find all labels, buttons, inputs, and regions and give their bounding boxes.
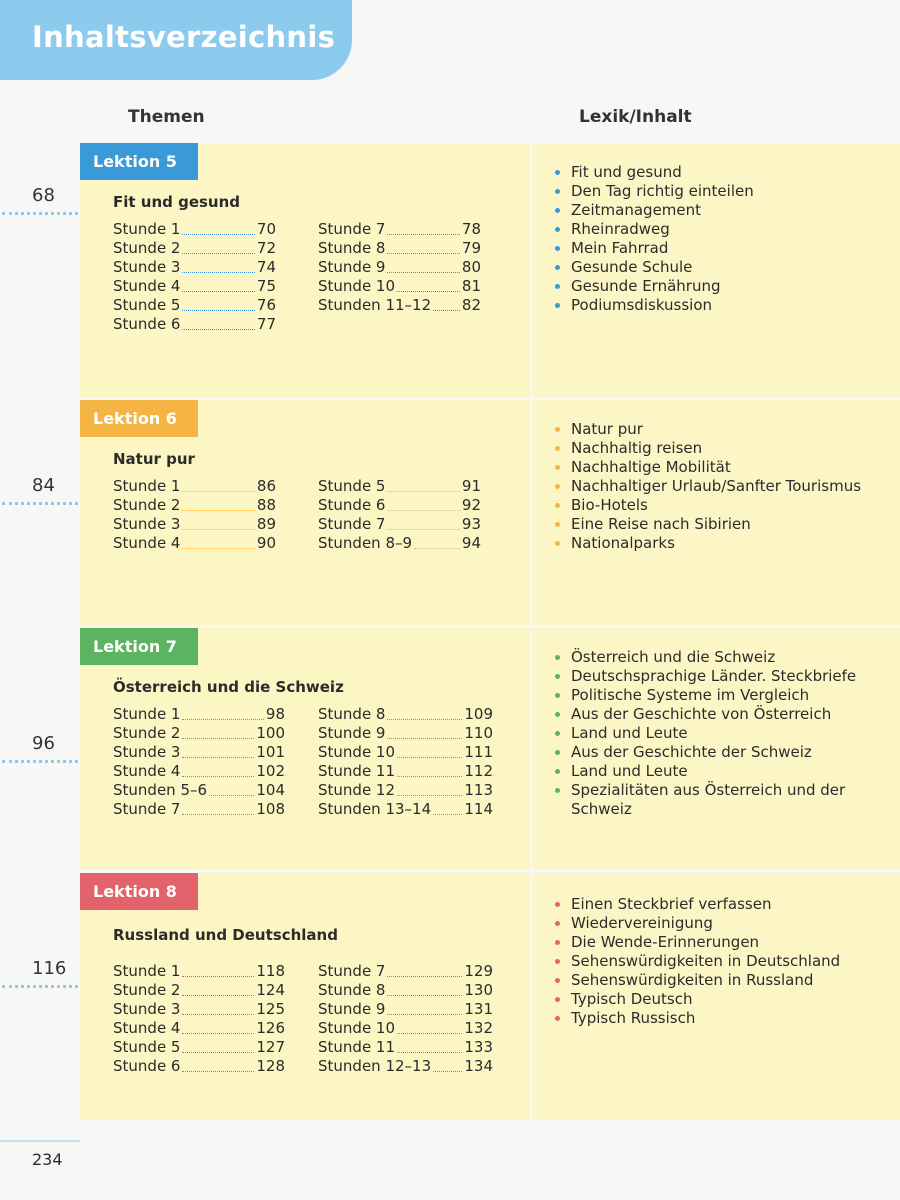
bullet-icon	[555, 921, 560, 926]
toc-entry[interactable]	[113, 723, 285, 742]
bullet-icon	[555, 788, 560, 793]
entry-label: Stunde 5	[113, 1038, 181, 1056]
topic-text: Die Wende-Erinnerungen	[571, 933, 760, 951]
entry-page: 129	[464, 962, 493, 980]
toc-entry[interactable]	[318, 238, 481, 257]
toc-entry[interactable]	[318, 799, 493, 818]
entry-page: 127	[256, 1038, 285, 1056]
topic-text: Mein Fahrrad	[571, 239, 669, 257]
topic-item	[555, 933, 895, 952]
dot-leader	[182, 272, 254, 273]
dot-leader	[182, 310, 254, 311]
entry-page: 89	[256, 515, 276, 533]
toc-entry[interactable]	[113, 1056, 285, 1075]
topic-item	[555, 477, 895, 496]
entry-page: 130	[464, 981, 493, 999]
dot-leader	[182, 491, 254, 492]
bullet-icon	[555, 446, 560, 451]
toc-entry[interactable]	[113, 495, 276, 514]
topic-item	[555, 705, 895, 724]
topic-item	[555, 239, 895, 258]
lesson-section	[80, 873, 900, 1120]
dot-leader	[182, 1033, 254, 1034]
entry-page: 104	[256, 781, 285, 799]
entry-page: 113	[464, 781, 493, 799]
bullet-icon	[555, 522, 560, 527]
entry-label: Stunde 4	[113, 534, 181, 552]
entry-label: Stunde 1	[113, 477, 181, 495]
topic-text: Nationalparks	[571, 534, 675, 552]
entry-label: Stunde 7	[318, 962, 386, 980]
entry-page: 75	[256, 277, 276, 295]
bullet-icon	[555, 484, 560, 489]
toc-entry[interactable]	[318, 980, 493, 999]
toc-entry[interactable]	[318, 1018, 493, 1037]
entry-label: Stunden 12–13	[318, 1057, 432, 1075]
entry-label: Stunden 11–12	[318, 296, 432, 314]
entry-page: 78	[461, 220, 481, 238]
bullet-icon	[555, 693, 560, 698]
dot-leader	[387, 491, 459, 492]
toc-entry[interactable]	[113, 780, 285, 799]
lesson-section	[80, 628, 900, 870]
toc-entry[interactable]	[113, 533, 276, 552]
topic-text: Nachhaltige Mobilität	[571, 458, 731, 476]
toc-entry[interactable]	[113, 257, 276, 276]
entry-label: Stunde 4	[113, 762, 181, 780]
topic-text: Typisch Deutsch	[571, 990, 693, 1008]
bullet-icon	[555, 208, 560, 213]
topic-item	[555, 971, 895, 990]
topic-item	[555, 895, 895, 914]
topic-item	[555, 534, 895, 553]
entry-page: 109	[464, 705, 493, 723]
dot-leader	[182, 253, 254, 254]
topic-text: Aus der Geschichte der Schweiz	[571, 743, 812, 761]
toc-entry[interactable]	[113, 476, 276, 495]
lesson-badge: Lektion 6	[80, 400, 198, 437]
toc-entry[interactable]	[113, 799, 285, 818]
dot-leader	[397, 776, 462, 777]
entry-label: Stunde 9	[318, 724, 386, 742]
topic-item	[555, 201, 895, 220]
dot-leader	[397, 291, 460, 292]
topic-text: Bio-Hotels	[571, 496, 648, 514]
topic-item	[555, 296, 895, 315]
toc-entry[interactable]	[318, 257, 481, 276]
bullet-icon	[555, 427, 560, 432]
dot-leader	[433, 310, 460, 311]
dot-leader	[182, 776, 254, 777]
dot-leader	[182, 757, 254, 758]
toc-entry[interactable]	[113, 761, 285, 780]
entry-page: 88	[256, 496, 276, 514]
dot-leader	[397, 795, 462, 796]
dot-leader	[387, 719, 462, 720]
bullet-icon	[555, 503, 560, 508]
toc-entry[interactable]	[113, 276, 276, 295]
entry-page: 72	[256, 239, 276, 257]
page-number: 234	[32, 1150, 63, 1169]
entry-page: 91	[461, 477, 481, 495]
topic-text: Sehenswürdigkeiten in Deutschland	[571, 952, 841, 970]
entry-page: 79	[461, 239, 481, 257]
start-page-number: 96	[32, 733, 55, 754]
entry-label: Stunden 8–9	[318, 534, 413, 552]
dot-leader	[387, 234, 459, 235]
toc-entry[interactable]	[113, 742, 285, 761]
toc-entry[interactable]	[113, 314, 276, 333]
dot-leader	[209, 795, 254, 796]
topic-text: Rheinradweg	[571, 220, 670, 238]
lesson-badge: Lektion 8	[80, 873, 198, 910]
topic-text: Fit und gesund	[571, 163, 682, 181]
lesson-subtitle: Russland und Deutschland	[113, 926, 338, 944]
toc-entry[interactable]	[318, 742, 493, 761]
topic-text: Österreich und die Schweiz	[571, 648, 776, 666]
bullet-icon	[555, 712, 560, 717]
entry-label: Stunde 3	[113, 1000, 181, 1018]
entry-page: 131	[464, 1000, 493, 1018]
toc-entry[interactable]	[318, 276, 481, 295]
lesson-badge: Lektion 5	[80, 143, 198, 180]
entry-label: Stunde 3	[113, 515, 181, 533]
entry-label: Stunde 6	[113, 315, 181, 333]
toc-entry[interactable]	[318, 295, 481, 314]
entry-page: 108	[256, 800, 285, 818]
entry-label: Stunde 9	[318, 1000, 386, 1018]
dotted-divider	[2, 760, 78, 763]
lesson-subtitle: Österreich und die Schweiz	[113, 678, 344, 696]
topic-item	[555, 686, 895, 705]
topic-text: Deutschsprachige Länder. Steckbriefe	[571, 667, 857, 685]
dot-leader	[387, 738, 462, 739]
topic-item	[555, 914, 895, 933]
dot-leader	[182, 1071, 254, 1072]
topic-item	[555, 439, 895, 458]
dotted-divider	[2, 985, 78, 988]
entry-page: 94	[461, 534, 481, 552]
entry-label: Stunde 6	[318, 496, 386, 514]
dot-leader	[397, 1033, 462, 1034]
dotted-divider	[2, 502, 78, 505]
topic-item	[555, 667, 895, 686]
start-page-number: 116	[32, 958, 67, 979]
entry-label: Stunde 7	[113, 800, 181, 818]
topic-item	[555, 496, 895, 515]
dot-leader	[182, 548, 254, 549]
topic-text: Land und Leute	[571, 762, 688, 780]
toc-entry[interactable]	[113, 238, 276, 257]
dot-leader	[387, 976, 462, 977]
toc-entry[interactable]	[113, 999, 285, 1018]
dot-leader	[387, 510, 459, 511]
toc-entry[interactable]	[318, 219, 481, 238]
topic-text: Natur pur	[571, 420, 643, 438]
entry-page: 132	[464, 1019, 493, 1037]
bullet-icon	[555, 902, 560, 907]
topic-item	[555, 458, 895, 477]
toc-entry[interactable]	[318, 476, 481, 495]
bullet-icon	[555, 265, 560, 270]
entry-page: 74	[256, 258, 276, 276]
toc-entry[interactable]	[113, 961, 285, 980]
topic-text: Land und Leute	[571, 724, 688, 742]
entry-label: Stunde 10	[318, 1019, 396, 1037]
entry-page: 124	[256, 981, 285, 999]
topic-text: Wiedervereinigung	[571, 914, 713, 932]
toc-entry[interactable]	[113, 219, 276, 238]
toc-entry[interactable]	[318, 961, 493, 980]
bullet-icon	[555, 750, 560, 755]
entry-label: Stunde 11	[318, 1038, 396, 1056]
topic-item	[555, 724, 895, 743]
bullet-icon	[555, 731, 560, 736]
entry-label: Stunde 1	[113, 962, 181, 980]
entry-label: Stunde 5	[113, 296, 181, 314]
toc-entry[interactable]	[318, 514, 481, 533]
entry-label: Stunde 8	[318, 239, 386, 257]
topic-item	[555, 781, 895, 819]
toc-entry[interactable]	[113, 1018, 285, 1037]
topic-text: Gesunde Schule	[571, 258, 693, 276]
start-page-number: 84	[32, 475, 55, 496]
dot-leader	[182, 995, 254, 996]
topic-text: Gesunde Ernährung	[571, 277, 721, 295]
dot-leader	[182, 529, 254, 530]
entry-label: Stunde 1	[113, 705, 181, 723]
entry-page: 112	[464, 762, 493, 780]
entry-page: 111	[464, 743, 493, 761]
entry-page: 70	[256, 220, 276, 238]
bullet-icon	[555, 465, 560, 470]
bullet-icon	[555, 189, 560, 194]
topic-item	[555, 182, 895, 201]
dot-leader	[182, 291, 254, 292]
column-header-themen: Themen	[128, 107, 205, 127]
topic-item	[555, 1009, 895, 1028]
start-page-number: 68	[32, 185, 55, 206]
entry-label: Stunde 8	[318, 705, 386, 723]
entry-page: 114	[464, 800, 493, 818]
dot-leader	[182, 719, 263, 720]
bullet-icon	[555, 940, 560, 945]
entry-page: 133	[464, 1038, 493, 1056]
bullet-icon	[555, 978, 560, 983]
entry-page: 102	[256, 762, 285, 780]
entry-label: Stunde 1	[113, 220, 181, 238]
entry-label: Stunde 2	[113, 496, 181, 514]
topic-list	[555, 895, 895, 1028]
entry-label: Stunde 2	[113, 724, 181, 742]
title-tab	[0, 0, 352, 80]
entry-label: Stunde 11	[318, 762, 396, 780]
entry-label: Stunde 7	[318, 220, 386, 238]
entry-label: Stunde 10	[318, 277, 396, 295]
entry-page: 126	[256, 1019, 285, 1037]
topic-text: Eine Reise nach Sibirien	[571, 515, 751, 533]
topic-list	[555, 163, 895, 315]
entry-label: Stunde 7	[318, 515, 386, 533]
topic-text: Zeitmanagement	[571, 201, 702, 219]
entry-label: Stunde 8	[318, 981, 386, 999]
entry-label: Stunde 3	[113, 743, 181, 761]
entry-label: Stunde 9	[318, 258, 386, 276]
topic-item	[555, 277, 895, 296]
entry-label: Stunde 2	[113, 981, 181, 999]
dot-leader	[387, 529, 459, 530]
dot-leader	[397, 1052, 462, 1053]
toc-entry[interactable]	[113, 1037, 285, 1056]
bullet-icon	[555, 674, 560, 679]
entry-page: 86	[256, 477, 276, 495]
entry-page: 125	[256, 1000, 285, 1018]
entry-label: Stunde 2	[113, 239, 181, 257]
lesson-section	[80, 143, 900, 398]
entry-page: 98	[265, 705, 285, 723]
entry-page: 82	[461, 296, 481, 314]
toc-entry[interactable]	[318, 1056, 493, 1075]
entry-label: Stunde 4	[113, 277, 181, 295]
lesson-subtitle: Fit und gesund	[113, 193, 241, 211]
toc-entry[interactable]	[318, 723, 493, 742]
topic-item	[555, 258, 895, 277]
dot-leader	[397, 757, 462, 758]
toc-entry[interactable]	[318, 495, 481, 514]
entry-label: Stunde 6	[113, 1057, 181, 1075]
topic-list	[555, 648, 895, 819]
topic-item	[555, 163, 895, 182]
topic-text: Nachhaltig reisen	[571, 439, 703, 457]
topic-item	[555, 743, 895, 762]
lesson-badge: Lektion 7	[80, 628, 198, 665]
topic-item	[555, 420, 895, 439]
dot-leader	[182, 976, 254, 977]
topic-item	[555, 220, 895, 239]
dot-leader	[414, 548, 460, 549]
bullet-icon	[555, 655, 560, 660]
bullet-icon	[555, 284, 560, 289]
entry-page: 93	[461, 515, 481, 533]
bullet-icon	[555, 1016, 560, 1021]
bullet-icon	[555, 959, 560, 964]
topic-text: Den Tag richtig einteilen	[571, 182, 754, 200]
dot-leader	[387, 253, 459, 254]
entry-label: Stunde 10	[318, 743, 396, 761]
entry-page: 80	[461, 258, 481, 276]
topic-list	[555, 420, 895, 553]
toc-entry[interactable]	[318, 1037, 493, 1056]
footer-divider	[0, 1140, 80, 1142]
dot-leader	[182, 1052, 254, 1053]
bullet-icon	[555, 170, 560, 175]
dot-leader	[182, 814, 254, 815]
toc-entry[interactable]	[318, 780, 493, 799]
entry-label: Stunde 5	[318, 477, 386, 495]
entry-page: 76	[256, 296, 276, 314]
toc-entry[interactable]	[318, 761, 493, 780]
lesson-section	[80, 400, 900, 625]
toc-entry[interactable]	[318, 704, 493, 723]
topic-text: Politische Systeme im Vergleich	[571, 686, 810, 704]
page-title: Inhaltsverzeichnis	[32, 20, 336, 54]
bullet-icon	[555, 541, 560, 546]
toc-entry[interactable]	[318, 999, 493, 1018]
topic-text: Podiumsdiskussion	[571, 296, 713, 314]
toc-entry[interactable]	[113, 295, 276, 314]
dot-leader	[433, 814, 462, 815]
bullet-icon	[555, 303, 560, 308]
topic-text: Typisch Russisch	[571, 1009, 696, 1027]
dot-leader	[182, 234, 254, 235]
entry-page: 134	[464, 1057, 493, 1075]
topic-item	[555, 648, 895, 667]
entry-label: Stunde 12	[318, 781, 396, 799]
dot-leader	[182, 738, 254, 739]
bullet-icon	[555, 227, 560, 232]
dot-leader	[182, 329, 254, 330]
bullet-icon	[555, 997, 560, 1002]
entry-page: 92	[461, 496, 481, 514]
dot-leader	[387, 995, 462, 996]
entry-page: 77	[256, 315, 276, 333]
dot-leader	[387, 1014, 462, 1015]
bullet-icon	[555, 769, 560, 774]
dot-leader	[182, 1014, 254, 1015]
entry-page: 81	[461, 277, 481, 295]
entry-page: 110	[464, 724, 493, 742]
topic-text: Sehenswürdigkeiten in Russland	[571, 971, 814, 989]
topic-item	[555, 952, 895, 971]
entry-page: 100	[256, 724, 285, 742]
entry-label: Stunde 4	[113, 1019, 181, 1037]
column-header-lexik: Lexik/Inhalt	[579, 107, 692, 127]
dotted-divider	[2, 212, 78, 215]
bullet-icon	[555, 246, 560, 251]
topic-text: Aus der Geschichte von Österreich	[571, 705, 832, 723]
topic-item	[555, 762, 895, 781]
dot-leader	[387, 272, 459, 273]
entry-page: 90	[256, 534, 276, 552]
entry-page: 128	[256, 1057, 285, 1075]
dot-leader	[433, 1071, 462, 1072]
topic-text: Spezialitäten aus Österreich und der Schweiz	[571, 781, 846, 818]
topic-item	[555, 990, 895, 1009]
entry-page: 101	[256, 743, 285, 761]
entry-label: Stunde 3	[113, 258, 181, 276]
topic-item	[555, 515, 895, 534]
toc-entry[interactable]	[113, 980, 285, 999]
entry-label: Stunden 5–6	[113, 781, 208, 799]
topic-text: Einen Steckbrief verfassen	[571, 895, 772, 913]
entry-page: 118	[256, 962, 285, 980]
entry-label: Stunden 13–14	[318, 800, 432, 818]
toc-entry[interactable]	[113, 704, 285, 723]
lesson-subtitle: Natur pur	[113, 450, 195, 468]
toc-entry[interactable]	[113, 514, 276, 533]
toc-entry[interactable]	[318, 533, 481, 552]
dot-leader	[182, 510, 254, 511]
topic-text: Nachhaltiger Urlaub/Sanfter Tourismus	[571, 477, 862, 495]
